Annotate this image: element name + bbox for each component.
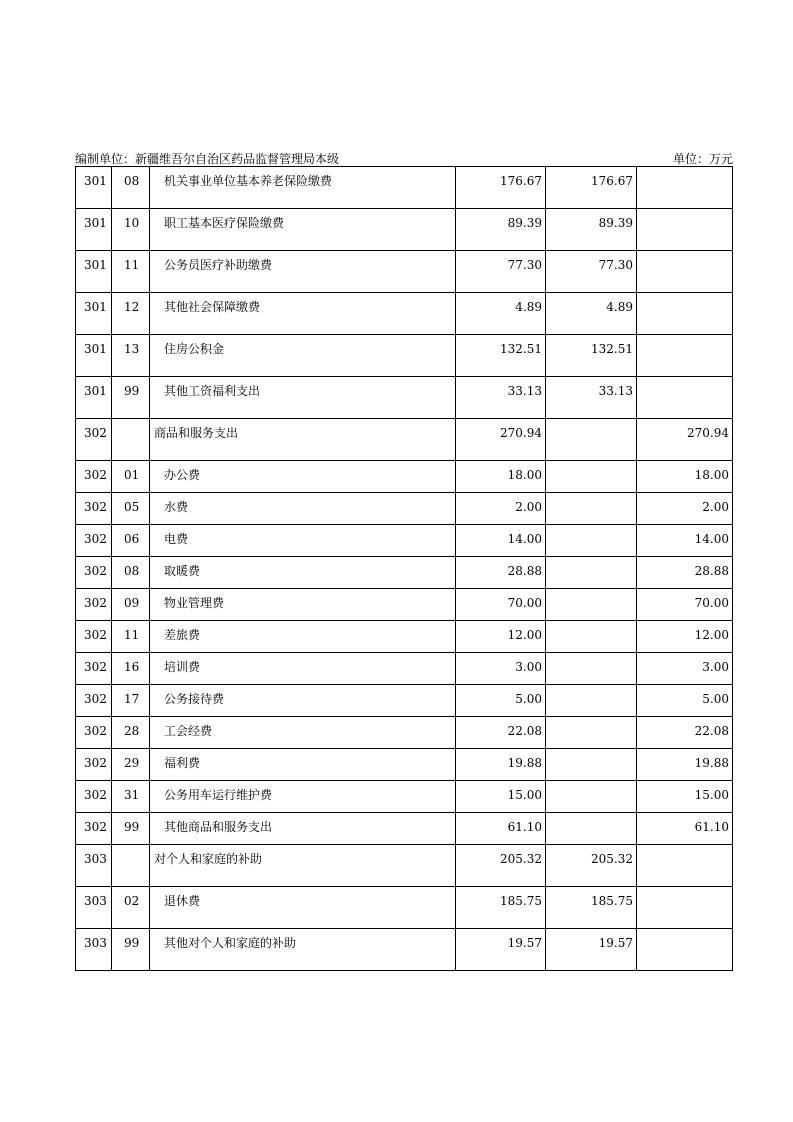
class-code-cell	[76, 557, 112, 589]
item-code-cell-text: 16	[124, 660, 140, 674]
item-name-cell	[150, 685, 456, 717]
item-code-cell	[112, 929, 150, 971]
class-code-cell-text: 303	[84, 894, 107, 908]
total-amount-cell	[456, 621, 546, 653]
total-amount-cell	[456, 813, 546, 845]
item-name-cell-text: 其他社会保障缴费	[164, 300, 261, 314]
item-name-cell	[150, 781, 456, 813]
item-name-cell-text: 培训费	[164, 660, 201, 674]
class-code-cell-text: 302	[84, 468, 107, 482]
class-code-cell-text: 302	[84, 426, 107, 440]
project-expenditure-cell-text: 15.00	[694, 788, 729, 802]
total-amount-cell-text: 22.08	[507, 724, 542, 738]
item-code-cell-text: 08	[124, 174, 140, 188]
total-amount-cell-text: 61.10	[507, 820, 542, 834]
item-name-cell	[150, 589, 456, 621]
table-row	[76, 493, 733, 525]
table-row	[76, 813, 733, 845]
total-amount-cell-text: 70.00	[507, 596, 542, 610]
basic-expenditure-cell	[546, 685, 637, 717]
total-amount-cell-text: 77.30	[507, 258, 542, 272]
project-expenditure-cell	[637, 251, 733, 293]
table-row	[76, 167, 733, 209]
project-expenditure-cell	[637, 653, 733, 685]
class-code-cell	[76, 251, 112, 293]
project-expenditure-cell	[637, 525, 733, 557]
item-name-cell	[150, 419, 456, 461]
item-name-cell	[150, 493, 456, 525]
total-amount-cell-text: 12.00	[507, 628, 542, 642]
project-expenditure-cell	[637, 293, 733, 335]
class-code-cell	[76, 685, 112, 717]
class-code-cell	[76, 377, 112, 419]
class-code-cell-text: 301	[84, 342, 107, 356]
total-amount-cell-text: 33.13	[507, 384, 542, 398]
total-amount-cell	[456, 929, 546, 971]
table-row	[76, 209, 733, 251]
total-amount-cell-text: 5.00	[515, 692, 542, 706]
total-amount-cell	[456, 493, 546, 525]
basic-expenditure-cell-text: 4.89	[606, 300, 633, 314]
table-row	[76, 887, 733, 929]
project-expenditure-cell	[637, 781, 733, 813]
item-name-cell	[150, 749, 456, 781]
project-expenditure-cell-text: 2.00	[702, 500, 729, 514]
item-name-cell	[150, 621, 456, 653]
item-name-cell-text: 其他对个人和家庭的补助	[164, 936, 297, 950]
project-expenditure-cell-text: 28.88	[694, 564, 729, 578]
class-code-cell-text: 301	[84, 384, 107, 398]
class-code-cell-text: 302	[84, 724, 107, 738]
item-name-cell-text: 水费	[164, 500, 189, 514]
project-expenditure-cell-text: 18.00	[694, 468, 729, 482]
basic-expenditure-cell	[546, 557, 637, 589]
class-code-cell-text: 302	[84, 788, 107, 802]
total-amount-cell	[456, 293, 546, 335]
item-name-cell-text: 退休费	[164, 894, 201, 908]
total-amount-cell-text: 205.32	[500, 852, 542, 866]
item-code-cell-text: 29	[124, 756, 140, 770]
class-code-cell	[76, 167, 112, 209]
project-expenditure-cell	[637, 557, 733, 589]
item-name-cell	[150, 813, 456, 845]
item-code-cell-text: 13	[124, 342, 140, 356]
table-row	[76, 621, 733, 653]
item-name-cell-text: 电费	[164, 532, 189, 546]
item-code-cell	[112, 293, 150, 335]
total-amount-cell	[456, 589, 546, 621]
project-expenditure-cell-text: 5.00	[702, 692, 729, 706]
table-row	[76, 749, 733, 781]
project-expenditure-cell	[637, 813, 733, 845]
class-code-cell	[76, 887, 112, 929]
basic-expenditure-cell-text: 89.39	[598, 216, 633, 230]
project-expenditure-cell-text: 270.94	[687, 426, 729, 440]
item-code-cell	[112, 493, 150, 525]
item-code-cell-text: 28	[124, 724, 140, 738]
total-amount-cell-text: 132.51	[500, 342, 542, 356]
total-amount-cell	[456, 717, 546, 749]
item-code-cell	[112, 461, 150, 493]
item-code-cell-text: 11	[124, 258, 140, 272]
table-row	[76, 419, 733, 461]
item-name-cell-text: 公务员医疗补助缴费	[164, 258, 273, 272]
table-row	[76, 525, 733, 557]
total-amount-cell-text: 3.00	[515, 660, 542, 674]
table-row	[76, 845, 733, 887]
item-name-cell	[150, 251, 456, 293]
total-amount-cell	[456, 557, 546, 589]
basic-expenditure-cell-text: 33.13	[598, 384, 633, 398]
project-expenditure-cell-text: 3.00	[702, 660, 729, 674]
total-amount-cell-text: 4.89	[515, 300, 542, 314]
project-expenditure-cell	[637, 589, 733, 621]
basic-expenditure-cell	[546, 653, 637, 685]
basic-expenditure-cell	[546, 717, 637, 749]
item-name-cell-text: 物业管理费	[164, 596, 225, 610]
project-expenditure-cell	[637, 377, 733, 419]
item-name-cell	[150, 335, 456, 377]
item-code-cell-text: 08	[124, 564, 140, 578]
item-code-cell	[112, 419, 150, 461]
project-expenditure-cell	[637, 209, 733, 251]
item-name-cell	[150, 377, 456, 419]
class-code-cell-text: 302	[84, 564, 107, 578]
basic-expenditure-cell	[546, 845, 637, 887]
total-amount-cell-text: 28.88	[507, 564, 542, 578]
class-code-cell-text: 302	[84, 532, 107, 546]
project-expenditure-cell-text: 14.00	[694, 532, 729, 546]
basic-expenditure-cell-text: 205.32	[591, 852, 633, 866]
total-amount-cell	[456, 167, 546, 209]
item-code-cell-text: 99	[124, 384, 140, 398]
project-expenditure-cell	[637, 621, 733, 653]
item-code-cell-text: 11	[124, 628, 140, 642]
project-expenditure-cell	[637, 887, 733, 929]
class-code-cell	[76, 293, 112, 335]
item-name-cell-text: 其他商品和服务支出	[164, 820, 273, 834]
table-row	[76, 251, 733, 293]
total-amount-cell-text: 19.57	[507, 936, 542, 950]
table-row	[76, 781, 733, 813]
basic-expenditure-cell	[546, 377, 637, 419]
class-code-cell-text: 302	[84, 660, 107, 674]
item-name-cell	[150, 845, 456, 887]
table-row	[76, 293, 733, 335]
item-name-cell-text: 工会经费	[164, 724, 213, 738]
table-row	[76, 461, 733, 493]
item-name-cell	[150, 293, 456, 335]
basic-expenditure-cell	[546, 335, 637, 377]
class-code-cell	[76, 621, 112, 653]
item-name-cell	[150, 717, 456, 749]
total-amount-cell-text: 176.67	[500, 174, 542, 188]
item-name-cell-text: 公务接待费	[164, 692, 225, 706]
item-code-cell	[112, 653, 150, 685]
project-expenditure-cell-text: 12.00	[694, 628, 729, 642]
table-body	[76, 167, 733, 971]
class-code-cell-text: 301	[84, 300, 107, 314]
item-name-cell-text: 公务用车运行维护费	[164, 788, 273, 802]
item-name-cell-text: 住房公积金	[164, 342, 225, 356]
total-amount-cell	[456, 251, 546, 293]
item-code-cell-text: 10	[124, 216, 140, 230]
project-expenditure-cell	[637, 717, 733, 749]
item-code-cell-text: 17	[124, 692, 140, 706]
table-row	[76, 929, 733, 971]
basic-expenditure-cell	[546, 781, 637, 813]
basic-expenditure-cell	[546, 589, 637, 621]
item-name-cell	[150, 461, 456, 493]
total-amount-cell	[456, 335, 546, 377]
item-code-cell	[112, 251, 150, 293]
class-code-cell-text: 301	[84, 174, 107, 188]
report-header	[75, 150, 733, 166]
project-expenditure-cell	[637, 749, 733, 781]
item-name-cell-text: 职工基本医疗保险缴费	[164, 216, 285, 230]
item-code-cell-text: 02	[124, 894, 140, 908]
basic-expenditure-cell	[546, 461, 637, 493]
item-code-cell	[112, 845, 150, 887]
item-code-cell	[112, 717, 150, 749]
project-expenditure-cell-text: 70.00	[694, 596, 729, 610]
class-code-cell-text: 301	[84, 258, 107, 272]
basic-expenditure-cell	[546, 929, 637, 971]
project-expenditure-cell-text: 61.10	[694, 820, 729, 834]
basic-expenditure-cell	[546, 887, 637, 929]
total-amount-cell	[456, 653, 546, 685]
item-code-cell	[112, 557, 150, 589]
total-amount-cell	[456, 377, 546, 419]
item-name-cell-text: 差旅费	[164, 628, 201, 642]
basic-expenditure-cell	[546, 209, 637, 251]
class-code-cell-text: 302	[84, 820, 107, 834]
item-code-cell-text: 12	[124, 300, 140, 314]
basic-expenditure-cell	[546, 293, 637, 335]
currency-unit: 单位：万元	[672, 152, 733, 166]
class-code-cell-text: 302	[84, 500, 107, 514]
item-name-cell	[150, 209, 456, 251]
total-amount-cell-text: 15.00	[507, 788, 542, 802]
item-code-cell	[112, 167, 150, 209]
project-expenditure-cell	[637, 167, 733, 209]
class-code-cell	[76, 813, 112, 845]
table-row	[76, 557, 733, 589]
table-row	[76, 335, 733, 377]
basic-expenditure-cell-text: 185.75	[591, 894, 633, 908]
basic-expenditure-cell-text: 77.30	[598, 258, 633, 272]
item-code-cell	[112, 377, 150, 419]
class-code-cell	[76, 493, 112, 525]
project-expenditure-cell	[637, 845, 733, 887]
class-code-cell	[76, 781, 112, 813]
total-amount-cell	[456, 525, 546, 557]
basic-expenditure-cell-text: 176.67	[591, 174, 633, 188]
item-name-cell-text: 取暖费	[164, 564, 201, 578]
class-code-cell-text: 302	[84, 692, 107, 706]
expenditure-table	[75, 166, 733, 971]
item-name-cell-text: 其他工资福利支出	[164, 384, 261, 398]
item-code-cell-text: 99	[124, 936, 140, 950]
class-code-cell	[76, 419, 112, 461]
item-code-cell-text: 06	[124, 532, 140, 546]
class-code-cell-text: 303	[84, 852, 107, 866]
project-expenditure-cell-text: 22.08	[694, 724, 729, 738]
item-name-cell	[150, 887, 456, 929]
class-code-cell-text: 303	[84, 936, 107, 950]
total-amount-cell	[456, 419, 546, 461]
project-expenditure-cell	[637, 419, 733, 461]
class-code-cell	[76, 929, 112, 971]
table-row	[76, 717, 733, 749]
item-code-cell-text: 09	[124, 596, 140, 610]
class-code-cell	[76, 525, 112, 557]
item-code-cell	[112, 335, 150, 377]
item-name-cell-text: 办公费	[164, 468, 201, 482]
item-code-cell	[112, 813, 150, 845]
total-amount-cell	[456, 781, 546, 813]
total-amount-cell	[456, 685, 546, 717]
item-name-cell	[150, 167, 456, 209]
item-code-cell	[112, 887, 150, 929]
class-code-cell	[76, 589, 112, 621]
item-name-cell-text: 对个人和家庭的补助	[154, 852, 263, 866]
basic-expenditure-cell	[546, 419, 637, 461]
total-amount-cell-text: 2.00	[515, 500, 542, 514]
total-amount-cell-text: 19.88	[507, 756, 542, 770]
class-code-cell	[76, 653, 112, 685]
total-amount-cell	[456, 845, 546, 887]
project-expenditure-cell	[637, 685, 733, 717]
item-code-cell-text: 99	[124, 820, 140, 834]
basic-expenditure-cell	[546, 525, 637, 557]
item-name-cell	[150, 929, 456, 971]
class-code-cell-text: 301	[84, 216, 107, 230]
basic-expenditure-cell	[546, 813, 637, 845]
class-code-cell	[76, 335, 112, 377]
total-amount-cell-text: 270.94	[500, 426, 542, 440]
item-name-cell	[150, 525, 456, 557]
total-amount-cell	[456, 749, 546, 781]
total-amount-cell	[456, 461, 546, 493]
table-row	[76, 685, 733, 717]
class-code-cell-text: 302	[84, 596, 107, 610]
class-code-cell	[76, 845, 112, 887]
item-code-cell	[112, 621, 150, 653]
project-expenditure-cell	[637, 335, 733, 377]
total-amount-cell	[456, 209, 546, 251]
class-code-cell-text: 302	[84, 756, 107, 770]
item-code-cell-text: 05	[124, 500, 140, 514]
basic-expenditure-cell	[546, 749, 637, 781]
compiling-unit: 编制单位：新疆维吾尔自治区药品监督管理局本级	[75, 152, 340, 166]
table-row	[76, 653, 733, 685]
basic-expenditure-cell	[546, 167, 637, 209]
table-row	[76, 589, 733, 621]
project-expenditure-cell-text: 19.88	[694, 756, 729, 770]
item-name-cell-text: 福利费	[164, 756, 201, 770]
item-code-cell-text: 31	[124, 788, 140, 802]
item-code-cell	[112, 589, 150, 621]
item-code-cell	[112, 781, 150, 813]
table-row	[76, 377, 733, 419]
basic-expenditure-cell	[546, 621, 637, 653]
class-code-cell	[76, 749, 112, 781]
item-code-cell	[112, 685, 150, 717]
basic-expenditure-cell-text: 19.57	[598, 936, 633, 950]
item-code-cell-text: 01	[124, 468, 140, 482]
class-code-cell	[76, 209, 112, 251]
class-code-cell-text: 302	[84, 628, 107, 642]
item-name-cell	[150, 557, 456, 589]
basic-expenditure-cell	[546, 493, 637, 525]
project-expenditure-cell	[637, 929, 733, 971]
total-amount-cell-text: 14.00	[507, 532, 542, 546]
item-code-cell	[112, 525, 150, 557]
class-code-cell	[76, 717, 112, 749]
project-expenditure-cell	[637, 493, 733, 525]
item-name-cell-text: 商品和服务支出	[154, 426, 239, 440]
project-expenditure-cell	[637, 461, 733, 493]
total-amount-cell-text: 89.39	[507, 216, 542, 230]
item-code-cell	[112, 209, 150, 251]
item-name-cell-text: 机关事业单位基本养老保险缴费	[164, 174, 333, 188]
item-code-cell	[112, 749, 150, 781]
basic-expenditure-cell	[546, 251, 637, 293]
total-amount-cell-text: 18.00	[507, 468, 542, 482]
total-amount-cell	[456, 887, 546, 929]
item-name-cell	[150, 653, 456, 685]
total-amount-cell-text: 185.75	[500, 894, 542, 908]
basic-expenditure-cell-text: 132.51	[591, 342, 633, 356]
class-code-cell	[76, 461, 112, 493]
